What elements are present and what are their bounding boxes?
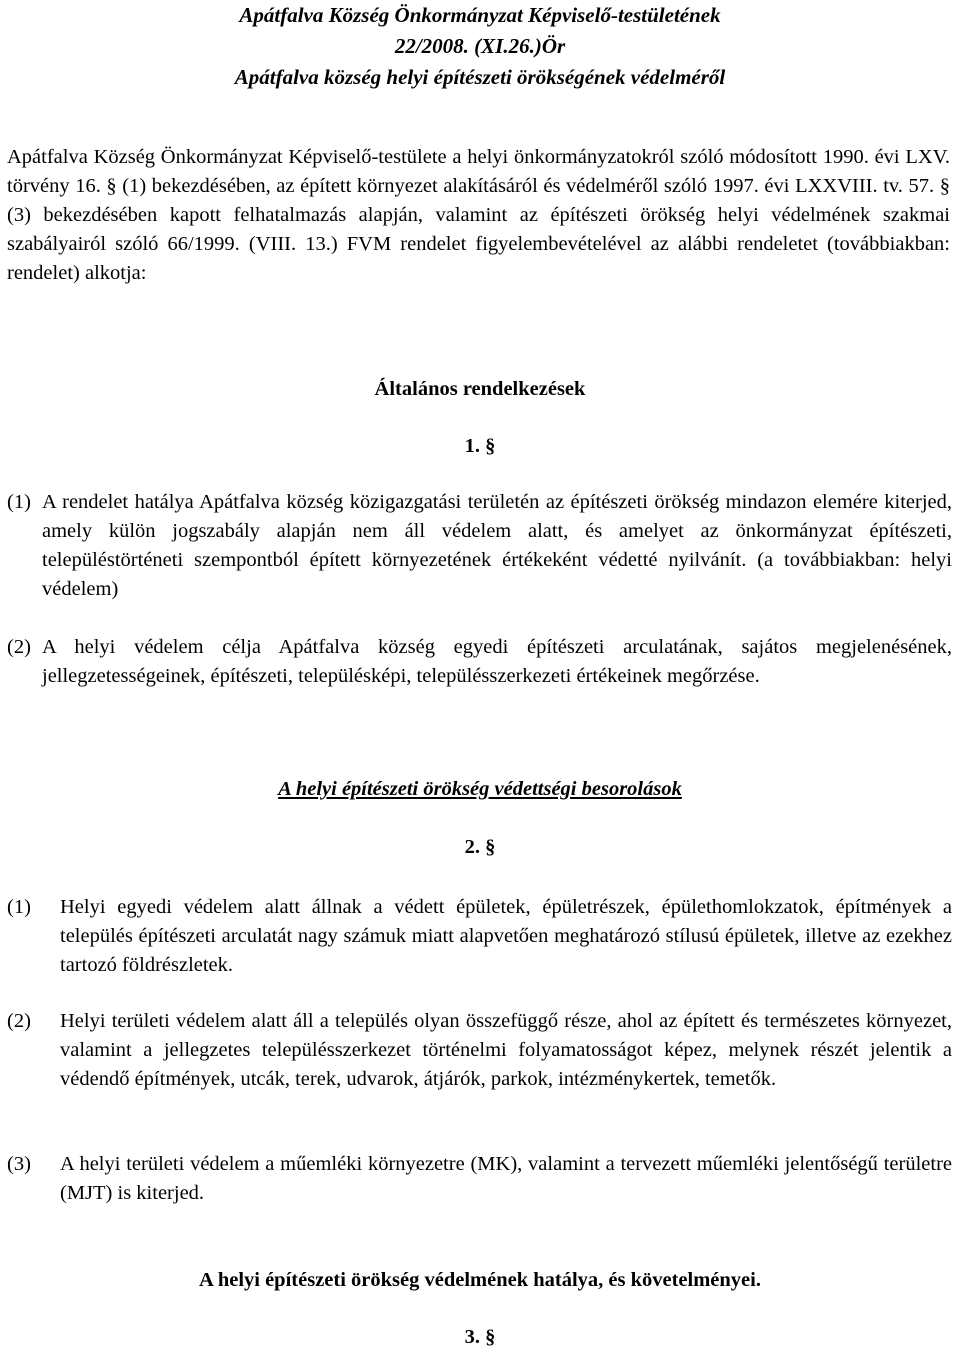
item-text: Helyi területi védelem alatt áll a település olyan összefüggő része, ahol az épített és természetes környezet, valamint a jellegzetes településszerkezet történelmi folyamatosságot képez, melynek részét jelentik a védendő építmények, utcák, terek, udvarok, átjárók, parkok, intézménykertek, temetők. xyxy=(60,1010,952,1090)
preamble-paragraph: Apátfalva Község Önkormányzat Képviselő-testülete a helyi önkormányzatokról szóló módosított 1990. évi LXV. törvény 16. § (1) bekezdésében, az épített környezet alakításáról és védelméről szóló 1997. évi LXXVIII. tv. 57. § (3) bekezdésében kapott felhatalmazás alapján, valamint az építészeti örökség helyi védelmének szakmai szabályairól szóló 66/1999. (VIII. 13.) FVM rendelet figyelembevételével az alábbi rendeletet (továbbiakban: rendelet) alkotja: xyxy=(7,146,950,284)
item-text: A helyi területi védelem a műemléki környezetre (MK), valamint a tervezett műemléki jelentőségű területre (MJT) is kiterjed. xyxy=(60,1153,952,1204)
item-number: (2) xyxy=(7,636,31,658)
section-2-item-3 xyxy=(7,1150,952,1208)
section-2-item-1 xyxy=(7,893,952,980)
section-2-item-2 xyxy=(7,1007,952,1094)
item-number: (2) xyxy=(7,1010,31,1032)
section-1-item-1 xyxy=(7,488,952,604)
section-1-item-2 xyxy=(7,633,952,691)
section-1-heading: Általános rendelkezések xyxy=(374,378,586,400)
document-title xyxy=(0,0,960,93)
section-2-heading: A helyi építészeti örökség védettségi besorolások xyxy=(278,778,682,800)
item-number: (1) xyxy=(7,491,31,513)
item-number: (3) xyxy=(7,1153,31,1175)
title-line-1: Apátfalva Község Önkormányzat Képviselő-testületének xyxy=(239,3,721,27)
item-text: A helyi védelem célja Apátfalva község egyedi építészeti arculatának, sajátos megjelenésének, jellegzetességeinek, építészeti, településképi, településszerkezeti értékeinek megőrzése. xyxy=(42,636,952,687)
item-text: Helyi egyedi védelem alatt állnak a védett épületek, épületrészek, épülethomlokzatok, építmények a település építészeti arculatát nagy számuk miatt alapvetően meghatározó stílusú épületek, illetve az ezekhez tartozó földrészletek. xyxy=(60,896,952,976)
section-1-number: 1. § xyxy=(464,435,496,457)
section-3-number: 3. § xyxy=(464,1326,496,1348)
item-text: A rendelet hatálya Apátfalva község közigazgatási területén az építészeti örökség mindazon elemére kiterjed, amely külön jogszabály alapján nem áll védelem alatt, és amelyet az önkormányzat építészeti, településtörténeti szempontból épített környezetének értékeként védetté nyilvánít. (a továbbiakban: helyi védelem) xyxy=(42,491,952,600)
item-number: (1) xyxy=(7,896,31,918)
section-3-heading: A helyi építészeti örökség védelmének hatálya, és követelményei. xyxy=(199,1269,761,1291)
section-2-number: 2. § xyxy=(464,836,496,858)
title-line-2: 22/2008. (XI.26.)Ör xyxy=(394,34,566,58)
title-line-3: Apátfalva község helyi építészeti örökségének védelméről xyxy=(234,65,726,89)
